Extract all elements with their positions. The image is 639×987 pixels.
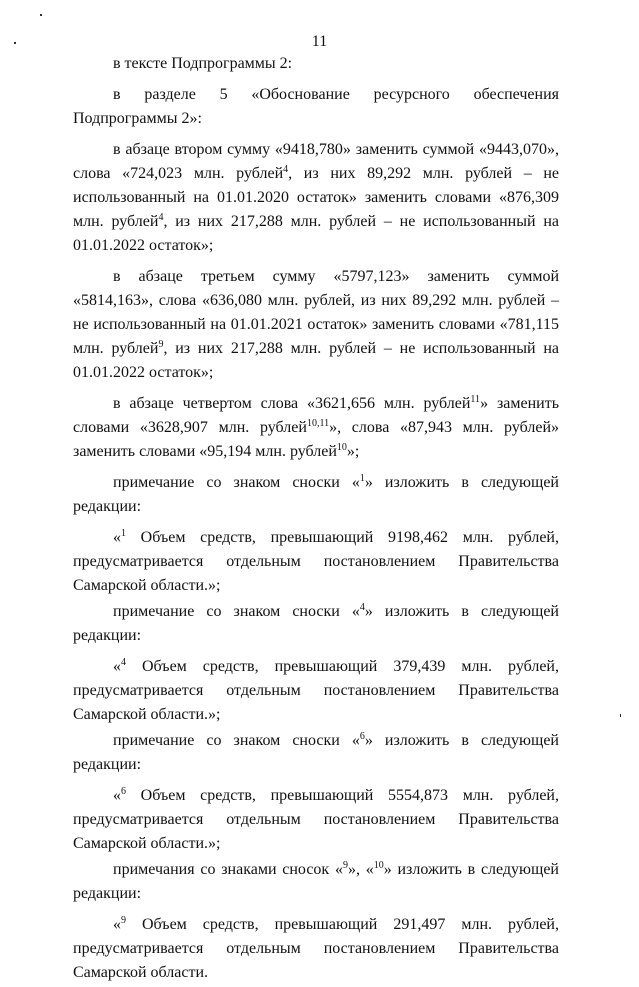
footnote-mark: 9	[342, 860, 348, 871]
paragraph	[73, 729, 559, 777]
footnote-mark: 6	[359, 731, 365, 742]
text-run: примечание со знаком сноски «	[113, 474, 360, 491]
text-run: «	[113, 529, 121, 546]
text-run: в тексте Подпрограммы 2:	[113, 55, 293, 72]
scan-speck	[620, 714, 621, 717]
text-run: в абзаце четвертом слова «3621,656 млн. рублей	[113, 395, 471, 412]
footnote-mark: 11	[470, 394, 481, 405]
paragraph	[73, 471, 559, 519]
footnote-mark: 10	[336, 442, 347, 453]
footnote-mark: 10	[373, 860, 384, 871]
text-run: в абзаце третьем сумму «5797,123» заменить суммой «5814,163», слова «636,080 млн. рублей, из них 89,292 млн. рублей – не использованный на 01.01.2021 остаток» заменить словами «781,115 млн. рублей	[73, 268, 559, 357]
paragraph	[73, 858, 559, 906]
text-run: примечание со знаком сноски «	[113, 732, 360, 749]
footnote-mark: 1	[121, 528, 126, 539]
text-run: «	[113, 658, 121, 675]
paragraph	[73, 83, 559, 131]
paragraph	[73, 265, 559, 385]
text-run: «	[113, 916, 121, 933]
text-run: , из них 217,288 млн. рублей – не использованный на 01.01.2022 остаток»;	[73, 340, 559, 381]
text-run: , из них 217,288 млн. рублей – не использованный на 01.01.2022 остаток»;	[73, 213, 559, 254]
footnote-mark: 6	[121, 786, 126, 797]
footnote-mark: 9	[158, 339, 164, 350]
footnote-mark: 4	[283, 164, 289, 175]
text-run: Объем средств, превышающий 379,439 млн. рублей, предусматривается отдельным постановлением Правительства Самарской области.»;	[73, 658, 559, 723]
footnote-mark: 9	[121, 915, 126, 926]
footnote-mark: 10,11	[306, 418, 330, 429]
footnote-mark: 4	[121, 657, 126, 668]
paragraph	[73, 138, 559, 258]
text-run: » изложить в следующей редакции:	[73, 732, 559, 773]
text-run: », слова «87,943 млн. рублей» заменить словами «95,194 млн. рублей	[73, 419, 560, 460]
paragraph	[73, 392, 559, 464]
page-number: 11	[311, 33, 328, 50]
text-run: » изложить в следующей редакции:	[73, 861, 559, 902]
paragraph	[73, 52, 559, 76]
text-run: примечания со знаками сносок «	[113, 861, 343, 878]
document-body	[73, 52, 559, 987]
paragraph	[73, 600, 559, 648]
text-run: » заменить словами «3628,907 млн. рублей	[73, 395, 560, 436]
footnote-mark: 4	[158, 212, 164, 223]
paragraph	[73, 913, 559, 985]
scan-speck	[40, 14, 42, 16]
text-run: Объем средств, превышающий 5554,873 млн. рублей, предусматривается отдельным постановлением Правительства Самарской области.»;	[73, 787, 559, 852]
paragraph	[73, 526, 559, 598]
text-run: » изложить в следующей редакции:	[73, 603, 559, 644]
text-run: Объем средств, превышающий 291,497 млн. рублей, предусматривается отдельным постановлением Правительства Самарской области.	[73, 916, 559, 981]
paragraph	[73, 655, 559, 727]
text-run: »;	[346, 443, 360, 460]
text-run: » изложить в следующей редакции:	[73, 474, 559, 515]
footnote-mark: 4	[359, 602, 365, 613]
text-run: примечание со знаком сноски «	[113, 603, 360, 620]
text-run: «	[113, 787, 121, 804]
text-run: , из них 89,292 млн. рублей – не использованный на 01.01.2020 остаток» заменить словами «876,309 млн. рублей	[73, 165, 560, 230]
footnote-mark: 1	[359, 473, 365, 484]
text-run: в разделе 5 «Обоснование ресурсного обеспечения Подпрограммы 2»:	[73, 86, 559, 127]
text-run: в абзаце втором сумму «9418,780» заменить суммой «9443,070», слова «724,023 млн. рублей	[73, 141, 559, 182]
paragraph	[73, 784, 559, 856]
text-run: Объем средств, превышающий 9198,462 млн. рублей, предусматривается отдельным постановлением Правительства Самарской области.»;	[73, 529, 559, 594]
text-run: », «	[347, 861, 374, 878]
